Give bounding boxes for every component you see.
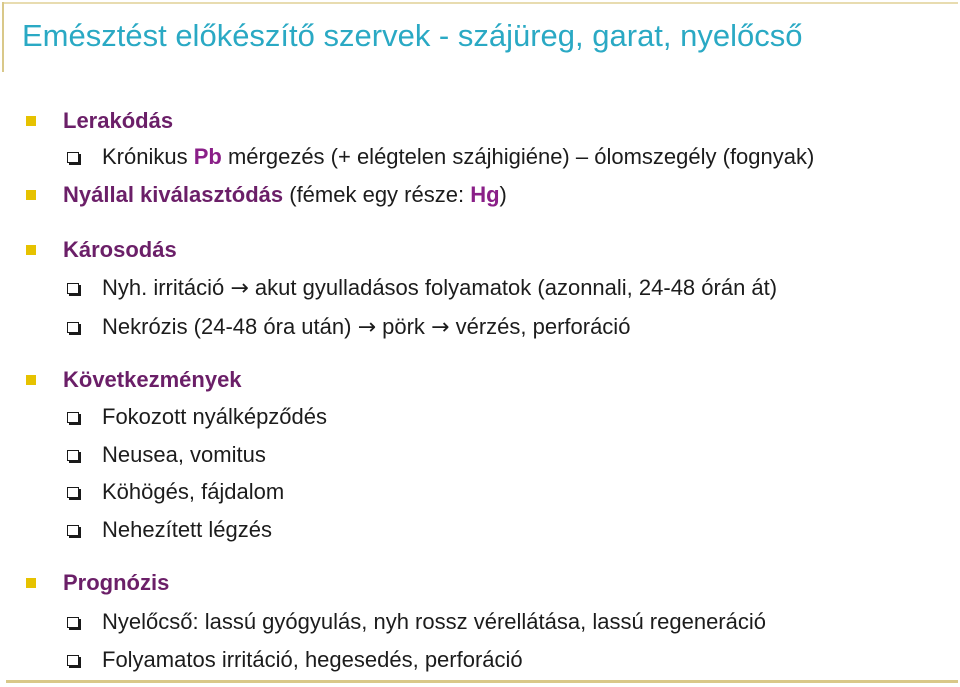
hollow-square-bullet-icon xyxy=(67,450,79,461)
item-kronikus-pre: Krónikus xyxy=(102,144,194,169)
slide-title: Emésztést előkészítő szervek - szájüreg, garat, nyelőcső xyxy=(22,18,803,53)
heading-kovetkezmenyek: Következmények xyxy=(63,367,242,392)
yellow-square-bullet-icon xyxy=(26,375,36,385)
hollow-square-bullet-icon xyxy=(67,617,79,628)
highlight-hg: Hg xyxy=(470,182,500,207)
heading-prognozis: Prognózis xyxy=(63,570,170,595)
slide-frame-left xyxy=(2,2,4,72)
item-fokozott: Fokozott nyálképződés xyxy=(102,404,328,429)
hollow-square-bullet-icon xyxy=(67,412,79,423)
heading-nyallal-bold: Nyállal kiválasztódás xyxy=(63,182,284,207)
hollow-square-bullet-icon xyxy=(67,655,79,666)
yellow-square-bullet-icon xyxy=(26,578,36,588)
yellow-square-bullet-icon xyxy=(26,190,36,200)
heading-lerakodas: Lerakódás xyxy=(63,108,174,133)
slide-frame-bottom xyxy=(6,680,958,683)
highlight-pb: Pb xyxy=(193,144,222,169)
item-kronikus-post: mérgezés (+ elégtelen szájhigiéne) – ólomszegély (fognyak) xyxy=(221,144,815,169)
heading-nyallal xyxy=(63,182,507,208)
heading-nyallal-post: ) xyxy=(499,182,507,207)
item-nyelocso: Nyelőcső: lassú gyógyulás, nyh rossz vérellátása, lassú regeneráció xyxy=(102,609,766,634)
item-kohoges: Köhögés, fájdalom xyxy=(102,479,285,504)
item-nekrozis-c: vérzés, perforáció xyxy=(449,314,631,339)
arrow-right-icon: → xyxy=(230,276,249,301)
arrow-right-icon: → xyxy=(357,315,376,340)
arrow-right-icon: → xyxy=(431,315,450,340)
item-irritacio-b: akut gyulladásos folyamatok (azonnali, 24-48 órán át) xyxy=(248,275,778,300)
heading-karosodas: Károsodás xyxy=(63,237,177,262)
item-kronikus xyxy=(102,144,814,170)
heading-nyallal-pre: (fémek egy része: xyxy=(283,182,471,207)
hollow-square-bullet-icon xyxy=(67,487,79,498)
hollow-square-bullet-icon xyxy=(67,152,79,163)
item-irritacio-a: Nyh. irritáció xyxy=(102,275,231,300)
hollow-square-bullet-icon xyxy=(67,525,79,536)
yellow-square-bullet-icon xyxy=(26,116,36,126)
item-irritacio xyxy=(102,275,777,301)
hollow-square-bullet-icon xyxy=(67,283,79,294)
item-folyamatos: Folyamatos irritáció, hegesedés, perforáció xyxy=(102,647,523,672)
slide-frame-top xyxy=(2,2,958,4)
item-nekrozis xyxy=(102,314,630,340)
hollow-square-bullet-icon xyxy=(67,322,79,333)
item-nekrozis-b: pörk xyxy=(376,314,432,339)
yellow-square-bullet-icon xyxy=(26,245,36,255)
item-neusea: Neusea, vomitus xyxy=(102,442,266,467)
item-nekrozis-a: Nekrózis (24-48 óra után) xyxy=(102,314,358,339)
item-nehezitett: Nehezített légzés xyxy=(102,517,272,542)
